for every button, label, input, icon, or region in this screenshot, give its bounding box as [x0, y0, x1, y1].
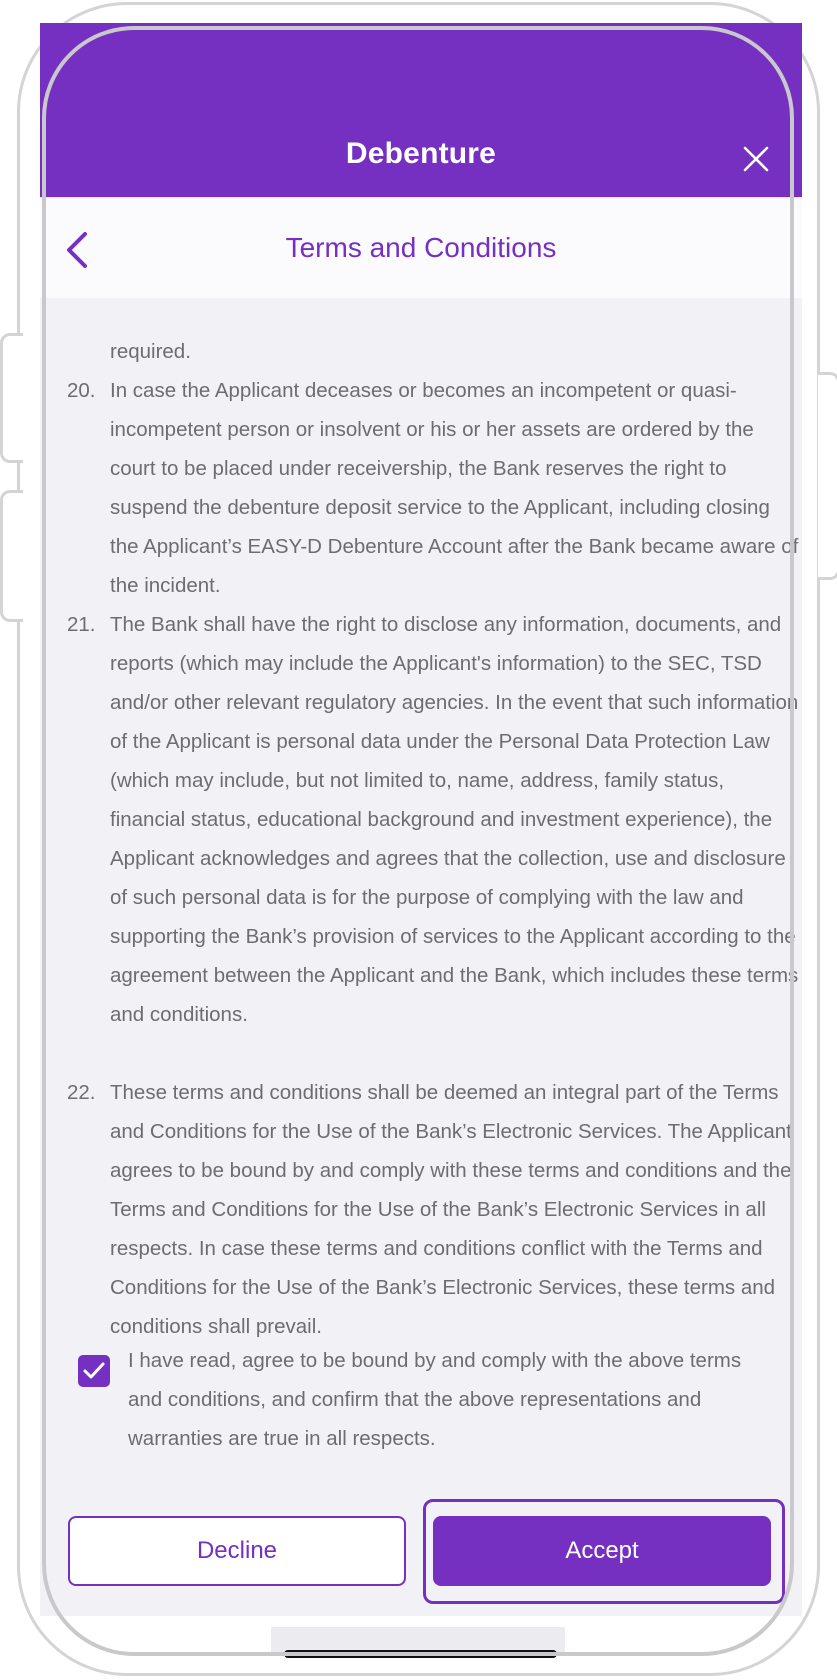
app-screen: [40, 23, 802, 1616]
volume-down-button: [0, 490, 23, 622]
page-title: Terms and Conditions: [285, 232, 557, 263]
agree-checkbox[interactable]: [78, 1355, 110, 1387]
checkmark-icon: [78, 1355, 110, 1387]
close-icon[interactable]: [742, 145, 770, 173]
home-indicator[interactable]: [284, 1650, 557, 1658]
term-number: 21.: [67, 613, 96, 636]
term-text: In case the Applicant deceases or becomes an incompetent or quasi-incompetent person or insolvent or his or her assets are ordered by the court to be placed under receivership, the Bank reserves the right to suspend the debenture deposit service to the Applicant, including closing the Applicant’s EASY-D Debenture Account after the Bank became aware of the incident.: [110, 379, 799, 597]
term-text: The Bank shall have the right to disclose any information, documents, and reports (which may include the Applicant's information) to the SEC, TSD and/or other relevant regulatory agencies. In the event that such information of the Applicant is personal data under the Personal Data Protection Law (which may include, but not limited to, name, address, family status, financial status, educational background and investment experience), the Applicant acknowledges and agrees that the collection, use and disclosure of such personal data is for the purpose of complying with the law and supporting the Bank’s provision of services to the Applicant according to the agreement between the Applicant and the Bank, which includes these terms and conditions.: [110, 613, 799, 1026]
decline-button[interactable]: Decline: [68, 1516, 406, 1586]
accept-button[interactable]: Accept: [433, 1516, 771, 1586]
volume-up-button: [0, 333, 23, 463]
header-title: Debenture: [345, 137, 497, 170]
header-bar: [40, 23, 802, 197]
subheader-bar: [40, 197, 802, 299]
term-number: 22.: [67, 1081, 96, 1104]
term-number: 20.: [67, 379, 96, 402]
term-text: These terms and conditions shall be deemed an integral part of the Terms and Conditions for the Use of the Bank’s Electronic Services. The Applicant agrees to be bound by and comply with these terms and conditions and the Terms and Conditions for the Use of the Bank’s Electronic Services in all respects. In case these terms and conditions conflict with the Terms and Conditions for the Use of the Bank’s Electronic Services, these terms and conditions shall prevail.: [110, 1081, 792, 1338]
agreement-text: I have read, agree to be bound by and comply with the above terms and conditions, and confirm that the above representations and warranties are true in all respects.: [128, 1349, 742, 1450]
power-button: [818, 372, 837, 580]
term-continuation: required.: [110, 340, 191, 363]
